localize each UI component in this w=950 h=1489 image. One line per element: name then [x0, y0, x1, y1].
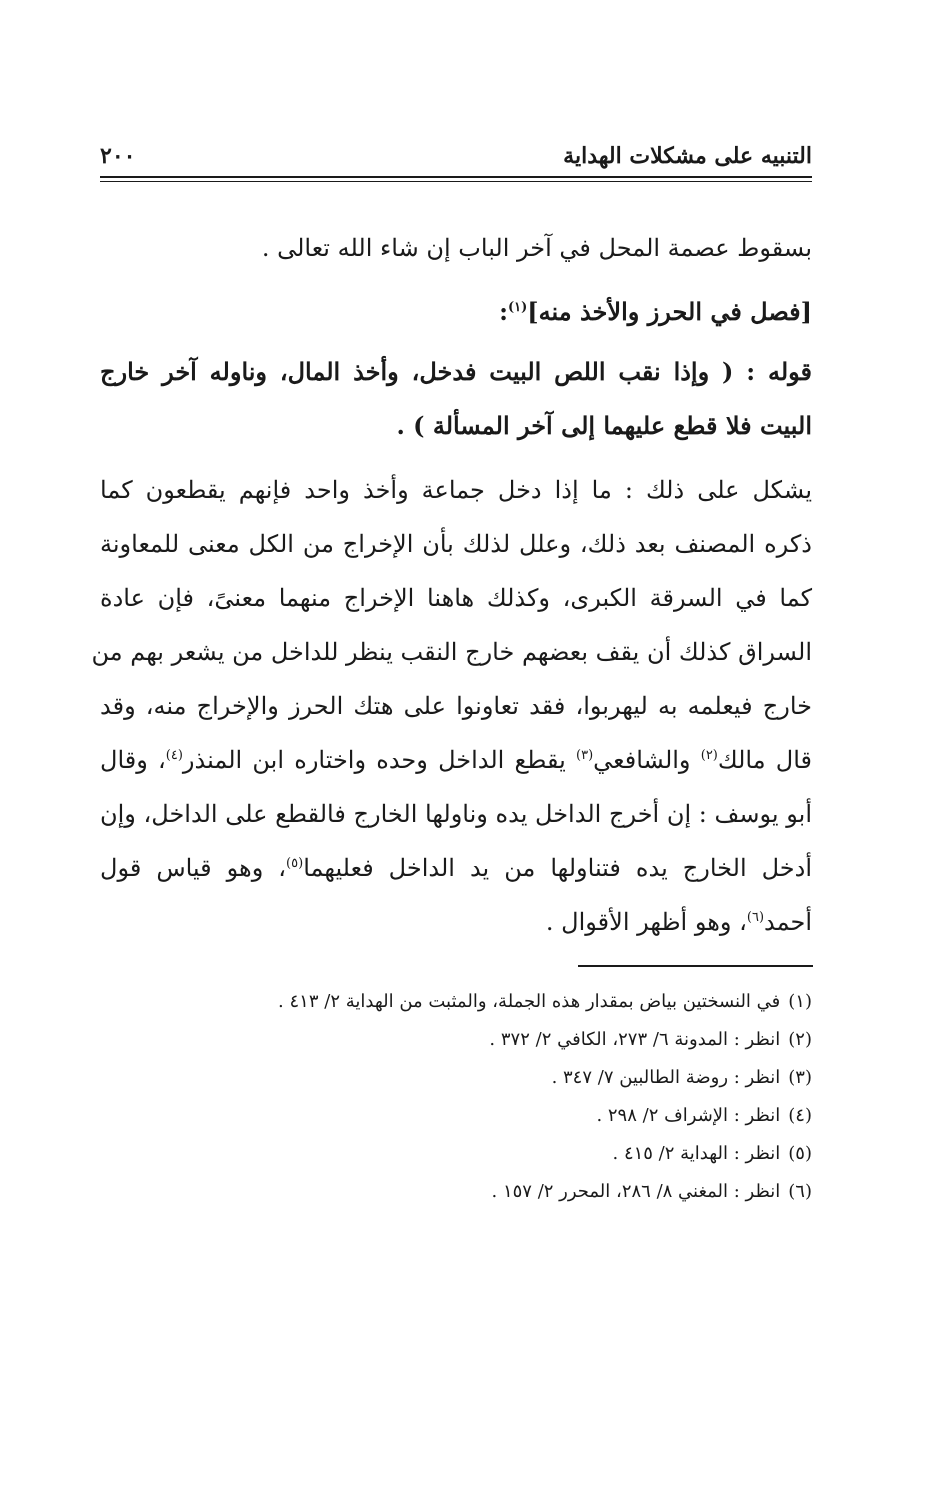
footnote-4 [596, 1100, 812, 1132]
running-title: التنبيه على مشكلات الهداية [563, 143, 812, 169]
para-text-9a: أحمد [764, 908, 812, 936]
footnote-ref-5: (٥) [286, 856, 304, 871]
intro-line [100, 228, 812, 268]
para-text-6b: والشافعي [593, 746, 701, 774]
page-number: ٢٠٠ [100, 143, 136, 169]
para-text-3: كما في السرقة الكبرى، وكذلك هاهنا الإخراج منهما معنىً، فإن عادة [100, 584, 812, 612]
para-line-6 [100, 740, 812, 780]
footnote-number: (٦) [788, 1181, 812, 1202]
footnote-text: انظر : روضة الطالبين ٧/ ٣٤٧ . [551, 1067, 781, 1088]
para-text-8a: أدخل الخارج يده فتناولها من يد الداخل فعليهما [303, 854, 812, 882]
para-text-9b: ، وهو أظهر الأقوال . [545, 908, 747, 936]
footnote-ref-3: (٣) [576, 748, 594, 763]
para-text-1: يشكل على ذلك : ما إذا دخل جماعة وأخذ واحد فإنهم يقطعون كما [100, 476, 812, 504]
footnote-5 [612, 1138, 812, 1170]
footnote-number: (٢) [788, 1029, 812, 1050]
footnote-number: (١) [788, 991, 812, 1012]
header-rule-thick [100, 176, 812, 178]
footnote-ref-6: (٦) [746, 910, 765, 925]
footnote-number: (٣) [788, 1067, 812, 1088]
para-text-2: ذكره المصنف بعد ذلك، وعلل لذلك بأن الإخراج من الكل معنى للمعاونة [100, 530, 812, 558]
footnote-ref-4: (٤) [165, 748, 183, 763]
para-line-5 [100, 686, 812, 726]
footnote-text: انظر : الهداية ٢/ ٤١٥ . [612, 1143, 781, 1164]
para-line-7 [100, 794, 812, 834]
para-line-3 [100, 578, 812, 618]
para-text-8b: ، وهو قياس قول [100, 854, 287, 882]
page-header [100, 138, 812, 174]
para-line-4 [91, 632, 812, 672]
quote-line-1 [100, 352, 812, 392]
footnote-3 [552, 1062, 812, 1094]
para-text-6d: ، وقال [100, 746, 166, 774]
para-text-6a: قال مالك [717, 746, 813, 774]
footnote-text: انظر : الإشراف ٢/ ٢٩٨ . [596, 1105, 781, 1126]
footnote-1 [278, 986, 812, 1018]
footnote-separator [578, 965, 813, 967]
quote-text-1: ( وإذا نقب اللص البيت فدخل، وأخذ المال، وناوله آخر خارج [100, 357, 734, 386]
para-text-5: خارج فيعلمه به ليهربوا، فقد تعاونوا على هتك الحرز والإخراج منه، وقد [100, 692, 812, 720]
section-heading-colon: : [499, 297, 508, 326]
footnote-number: (٤) [788, 1105, 812, 1126]
footnote-text: في النسختين بياض بمقدار هذه الجملة، والمثبت من الهداية ٢/ ٤١٣ . [278, 991, 781, 1012]
intro-text: بسقوط عصمة المحل في آخر الباب إن شاء الله تعالى . [261, 234, 812, 262]
para-line-2 [100, 524, 812, 564]
quote-label: قوله : [746, 357, 813, 386]
footnote-text: انظر : المدونة ٦/ ٢٧٣، الكافي ٢/ ٣٧٢ . [489, 1029, 781, 1050]
footnote-2 [489, 1024, 812, 1056]
quote-text-2: البيت فلا قطع عليهما إلى آخر المسألة ) . [396, 411, 812, 440]
para-line-1 [100, 470, 812, 510]
para-text-7: أبو يوسف : إن أخرج الداخل يده وناولها الخارج فالقطع على الداخل، وإن [100, 800, 812, 828]
section-heading [100, 292, 812, 332]
para-line-8 [100, 848, 812, 888]
para-text-4: السراق كذلك أن يقف بعضهم خارج النقب ينظر للداخل من يشعر بهم من [91, 638, 812, 666]
footnote-ref-2: (٢) [700, 748, 718, 763]
para-text-6c: يقطع الداخل وحده واختاره ابن المنذر [182, 746, 577, 774]
footnote-text: انظر : المغني ٨/ ٢٨٦، المحرر ٢/ ١٥٧ . [491, 1181, 781, 1202]
quote-line-2 [100, 406, 812, 446]
footnote-number: (٥) [788, 1143, 812, 1164]
footnote-6 [492, 1176, 813, 1208]
footnote-ref-1: (١) [507, 300, 528, 315]
section-heading-text: [فصل في الحرز والأخذ منه] [527, 297, 812, 326]
para-line-9 [100, 902, 812, 942]
header-rule-thin [100, 181, 812, 182]
